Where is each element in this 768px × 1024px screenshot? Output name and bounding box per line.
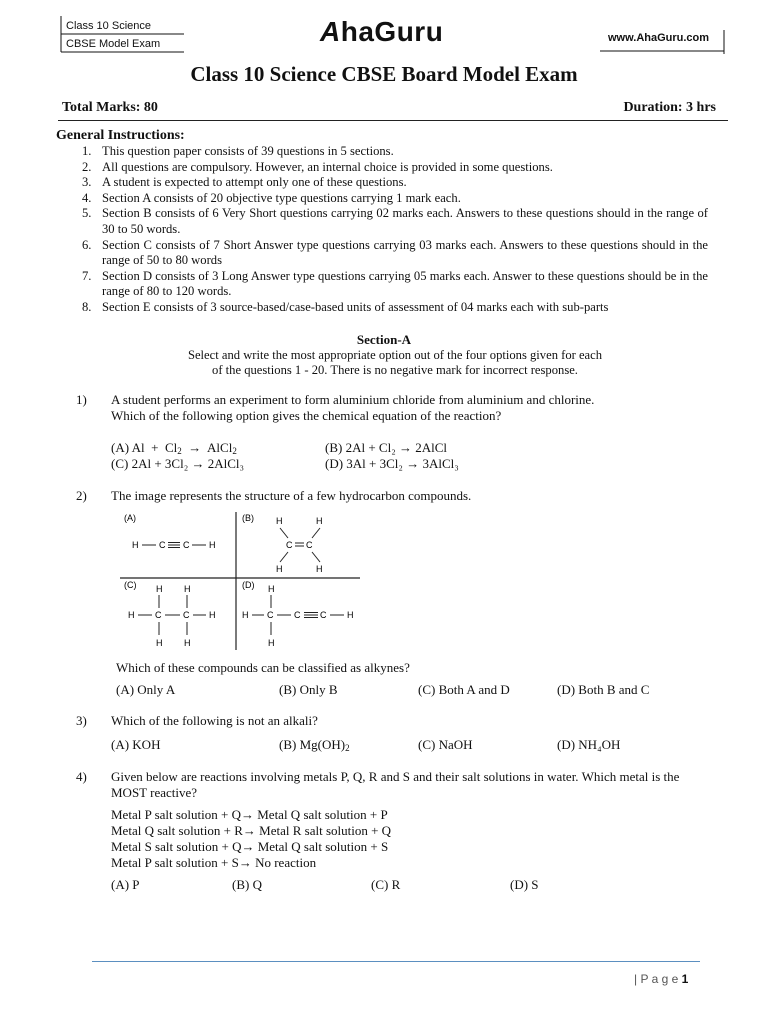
option-b: (B) Q <box>232 877 262 892</box>
question-text: A student performs an experiment to form aluminium chloride from aluminium and chlorine. Which of the following option gives the chemical equation of the reaction? <box>111 392 595 423</box>
atom-h: H <box>276 516 283 526</box>
instruction-item: 4. Section A consists of 20 objective type questions carrying 1 mark each. <box>82 190 461 205</box>
instruction-item: 5. Section B consists of 6 Very Short questions carrying 02 marks each. Answers to these questions should in the range of 30 to 50 words. <box>82 206 708 236</box>
atom-h: H <box>268 584 275 594</box>
atom-c: C <box>267 610 274 620</box>
atom-c: C <box>183 610 190 620</box>
exam-title: Class 10 Science CBSE Board Model Exam <box>190 62 578 86</box>
atom-h: H <box>156 584 163 594</box>
atom-h: H <box>268 638 275 648</box>
diagram-label-d: (D) <box>242 580 255 590</box>
diagram-label-b: (B) <box>242 513 254 523</box>
option-a: (A) $Al + Cl_2$ → AlCl$_2$ <box>111 440 237 456</box>
question-text: The image represents the structure of a few hydrocarbon compounds. <box>111 488 472 503</box>
atom-h: H <box>316 564 323 574</box>
atom-c: C <box>294 610 301 620</box>
option-a: (A) KOH <box>111 737 161 752</box>
atom-c: C <box>183 540 190 550</box>
atom-h: H <box>128 610 135 620</box>
option-d: (D) 3Al + 3Cl₂ → 3AlCl₃ <box>325 456 459 471</box>
instruction-item: 2. All questions are compulsory. However, an internal choice is provided in some questions. <box>82 159 553 174</box>
total-marks: Total Marks: 80 <box>62 100 158 115</box>
option-b: (B) Only B <box>279 682 338 697</box>
website-url: www.AhaGuru.com <box>608 32 710 44</box>
option-c: (C) NaOH <box>418 737 473 752</box>
option-b: (B) $Mg(OH)_2$ <box>279 737 350 753</box>
instructions-heading: General Instructions: <box>56 128 185 143</box>
atom-h: H <box>242 610 249 620</box>
ahaguru-logo: AhaGuru <box>320 16 444 47</box>
title-divider <box>58 120 728 121</box>
section-instruction: Select and write the most appropriate option out of the four options given for each of the questions 1 - 20. There is no negative mark for incorrect response. <box>187 348 603 377</box>
reaction-line: Metal P salt solution + S→ No reaction <box>111 855 317 870</box>
atom-c: C <box>155 610 162 620</box>
atom-h: H <box>276 564 283 574</box>
instructions-list <box>82 144 708 316</box>
question-number: 1) <box>76 392 87 407</box>
atom-h: H <box>184 584 191 594</box>
instruction-item: 3. A student is expected to attempt only one of these questions. <box>82 175 407 190</box>
atom-h: H <box>209 540 216 550</box>
instruction-item: 7. Section D consists of 3 Long Answer type questions carrying 05 marks each. Answer to these questions should be in the range of 80 to 120 words. <box>82 268 708 299</box>
atom-h: H <box>347 610 354 620</box>
atom-h: H <box>132 540 139 550</box>
atom-h: H <box>209 610 216 620</box>
option-d: (D) S <box>510 877 539 892</box>
section-title: Section-A <box>356 332 412 347</box>
question-text: Given below are reactions involving metals P, Q, R and S and their salt solutions in water. Which metal is the MOST reactive? <box>111 769 680 800</box>
website-frame <box>600 28 730 56</box>
diagram-label-c: (C) <box>124 580 137 590</box>
instruction-item: 8. Section E consists of 3 source-based/case-based units of assessment of 04 marks each with sub-parts <box>82 299 609 314</box>
question-number: 2) <box>76 488 87 503</box>
option-c: (C) R <box>371 877 401 892</box>
option-c: (C) Both A and D <box>418 682 510 697</box>
option-d: (D) NH₄OH <box>557 737 621 752</box>
diagram-label-a: (A) <box>124 513 136 523</box>
atom-c: C <box>306 540 313 550</box>
atom-c: C <box>286 540 293 550</box>
hydrocarbon-structures-diagram <box>118 508 368 656</box>
option-a: (A) Only A <box>116 682 176 697</box>
footer-divider <box>92 961 700 962</box>
option-c: (C) 2Al + 3Cl₂ → 2AlCl₃ <box>111 456 245 471</box>
reaction-line: Metal S salt solution + Q→ Metal Q salt solution + S <box>111 839 389 854</box>
duration: Duration: 3 hrs <box>623 100 716 115</box>
instruction-item: 6. Section C consists of 7 Short Answer type questions carrying 03 marks each. Answers to these questions should in the range of 50 to 80 words <box>82 237 708 268</box>
instruction-item: 1. This question paper consists of 39 questions in 5 sections. <box>82 144 394 158</box>
reaction-line: Metal Q salt solution + R→ Metal R salt solution + Q <box>111 823 392 838</box>
reaction-list <box>111 807 611 871</box>
reaction-line: Metal P salt solution + Q→ Metal Q salt solution + P <box>111 807 388 822</box>
page-number: | P a g e 1 <box>634 972 689 986</box>
header-exam-label: CBSE Model Exam <box>66 38 161 50</box>
option-b: (B) 2Al + Cl₂ → 2AlCl <box>325 440 448 455</box>
atom-c: C <box>159 540 166 550</box>
header-class-label: Class 10 Science <box>66 20 151 32</box>
atom-h: H <box>184 638 191 648</box>
atom-h: H <box>156 638 163 648</box>
question-subtext: Which of these compounds can be classified as alkynes? <box>116 660 410 675</box>
question-number: 4) <box>76 769 87 784</box>
option-a: (A) P <box>111 877 140 892</box>
atom-c: C <box>320 610 327 620</box>
option-d: (D) Both B and C <box>557 682 650 697</box>
atom-h: H <box>316 516 323 526</box>
question-number: 3) <box>76 713 87 728</box>
question-text: Which of the following is not an alkali? <box>111 713 318 728</box>
